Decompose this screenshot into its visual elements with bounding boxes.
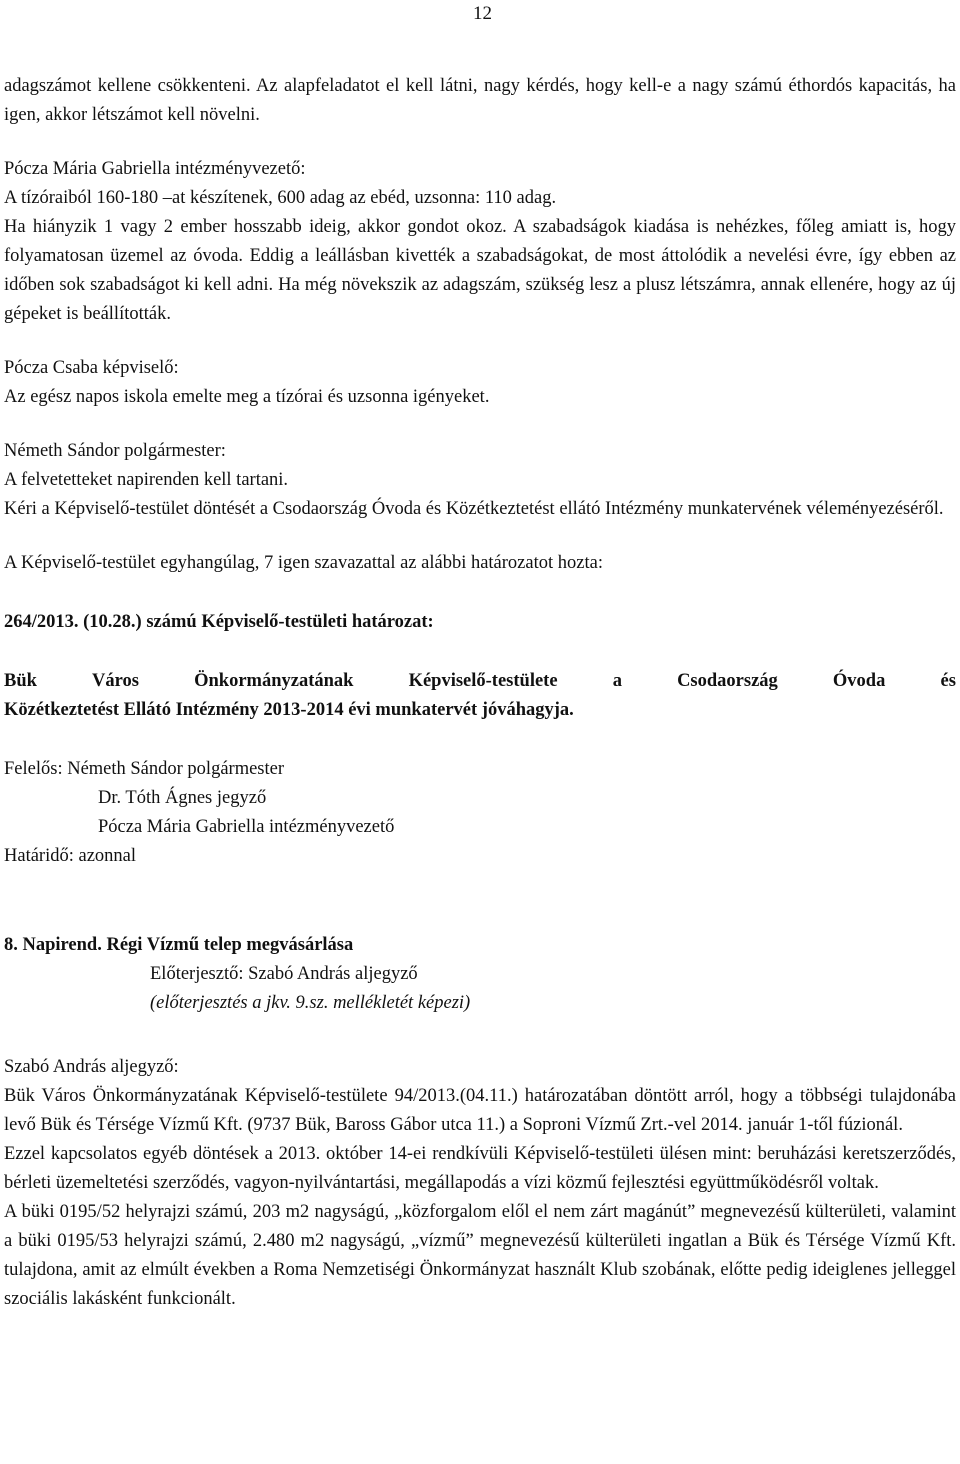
- statement-paragraph: Ha hiányzik 1 vagy 2 ember hosszabb ideig, akkor gondot okoz. A szabadságok kiadása is nehézkes, főleg amiatt is, hogy folyamatosan üzemel az óvoda. Eddig a leállásban kivették a szabadságokat, de most áttolódik a nevelési évre, így ebben az időben sok szabadságot ki kell adni. Ha még növekszik az adagszám, szükség lesz a plusz létszámra, annak ellenére, hogy az új gépeket is beállították.: [4, 217, 956, 324]
- resolution-word: Képviselő-testülete: [408, 671, 558, 691]
- resolution-word: és: [940, 671, 956, 691]
- agenda-presenter: Előterjesztő: Szabó András aljegyző: [150, 964, 418, 984]
- resolution-word: Csodaország: [677, 671, 778, 691]
- statement-paragraph: A büki 0195/52 helyrajzi számú, 203 m2 nagyságú, „közforgalom elől el nem zárt magánút” megnevezésű külterületi, valamint a büki 0195/53 helyrajzi számú, 2.480 m2 nagyságú, „vízmű” megnevezésű külterületi ingatlan a Bük és Térsége Vízmű Kft. tulajdona, amit az elmúlt években a Roma Nemzetiségi Önkormányzat használt Klub szobának, előtte pedig ideiglenes jelleggel szociális lakásként funkcionált.: [4, 1202, 956, 1309]
- statement-line: Az egész napos iskola emelte meg a tízórai és uzsonna igényeket.: [4, 387, 490, 407]
- agenda-title: 8. Napirend. Régi Vízmű telep megvásárlása: [4, 935, 354, 955]
- paragraph-intro: adagszámot kellene csökkenteni. Az alapfeladatot el kell látni, nagy kérdés, hogy kell-e a nagy számú éthordós kapacitás, ha igen, akkor létszámot kell növelni.: [4, 76, 956, 125]
- responsible-person: Pócza Mária Gabriella intézményvezető: [98, 817, 395, 837]
- document-body: [4, 72, 956, 1314]
- speaker-szabo-andras: Szabó András aljegyző:: [4, 1057, 179, 1077]
- speaker-nemeth-sandor: Németh Sándor polgármester:: [4, 441, 226, 461]
- responsible-label: Felelős: Németh Sándor polgármester: [4, 759, 285, 779]
- resolution-title-line-1: [4, 667, 956, 696]
- resolution-title-line-2: Közétkeztetést Ellátó Intézmény 2013-2014 évi munkatervét jóváhagyja.: [4, 700, 574, 720]
- resolution-word: Óvoda: [832, 671, 886, 691]
- vote-statement: A Képviselő-testület egyhangúlag, 7 igen szavazattal az alábbi határozatot hozta:: [4, 553, 603, 573]
- responsible-person: Dr. Tóth Ágnes jegyző: [98, 788, 267, 808]
- resolution-word: Város: [92, 671, 139, 691]
- speaker-pocza-csaba: Pócza Csaba képviselő:: [4, 358, 179, 378]
- resolution-word: a: [612, 671, 622, 691]
- resolution-number: 264/2013. (10.28.) számú Képviselő-testületi határozat:: [4, 612, 434, 632]
- statement-paragraph: Kéri a Képviselő-testület döntését a Csodaország Óvoda és Közétkeztetést ellátó Intézmény munkatervének véleményezéséről.: [4, 499, 944, 519]
- statement-line: A felvetetteket napirenden kell tartani.: [4, 470, 289, 490]
- statement-paragraph: Ezzel kapcsolatos egyéb döntések a 2013. október 14-ei rendkívüli Képviselő-testületi ülésen mint: beruházási keretszerződés, bérleti üzemeltetési szerződés, vagyon-nyilvántartási, megállapodás a vízi közmű fejlesztési együttműködésről voltak.: [4, 1144, 956, 1193]
- page-number: 12: [473, 3, 492, 24]
- resolution-word: Önkormányzatának: [194, 671, 354, 691]
- statement-line: A tízóraiból 160-180 –at készítenek, 600 adag az ebéd, uzsonna: 110 adag.: [4, 188, 557, 208]
- deadline: Határidő: azonnal: [4, 846, 137, 866]
- statement-paragraph: Bük Város Önkormányzatának Képviselő-testülete 94/2013.(04.11.) határozatában döntött arról, hogy a többségi tulajdonába levő Bük és Térsége Vízmű Kft. (9737 Bük, Baross Gábor utca 11.) a Soproni Vízmű Zrt.-vel 2014. január 1-től fúzionál.: [4, 1086, 956, 1135]
- resolution-word: Bük: [4, 671, 37, 691]
- speaker-pocza-maria: Pócza Mária Gabriella intézményvezető:: [4, 159, 306, 179]
- agenda-note: (előterjesztés a jkv. 9.sz. mellékletét képezi): [150, 993, 471, 1013]
